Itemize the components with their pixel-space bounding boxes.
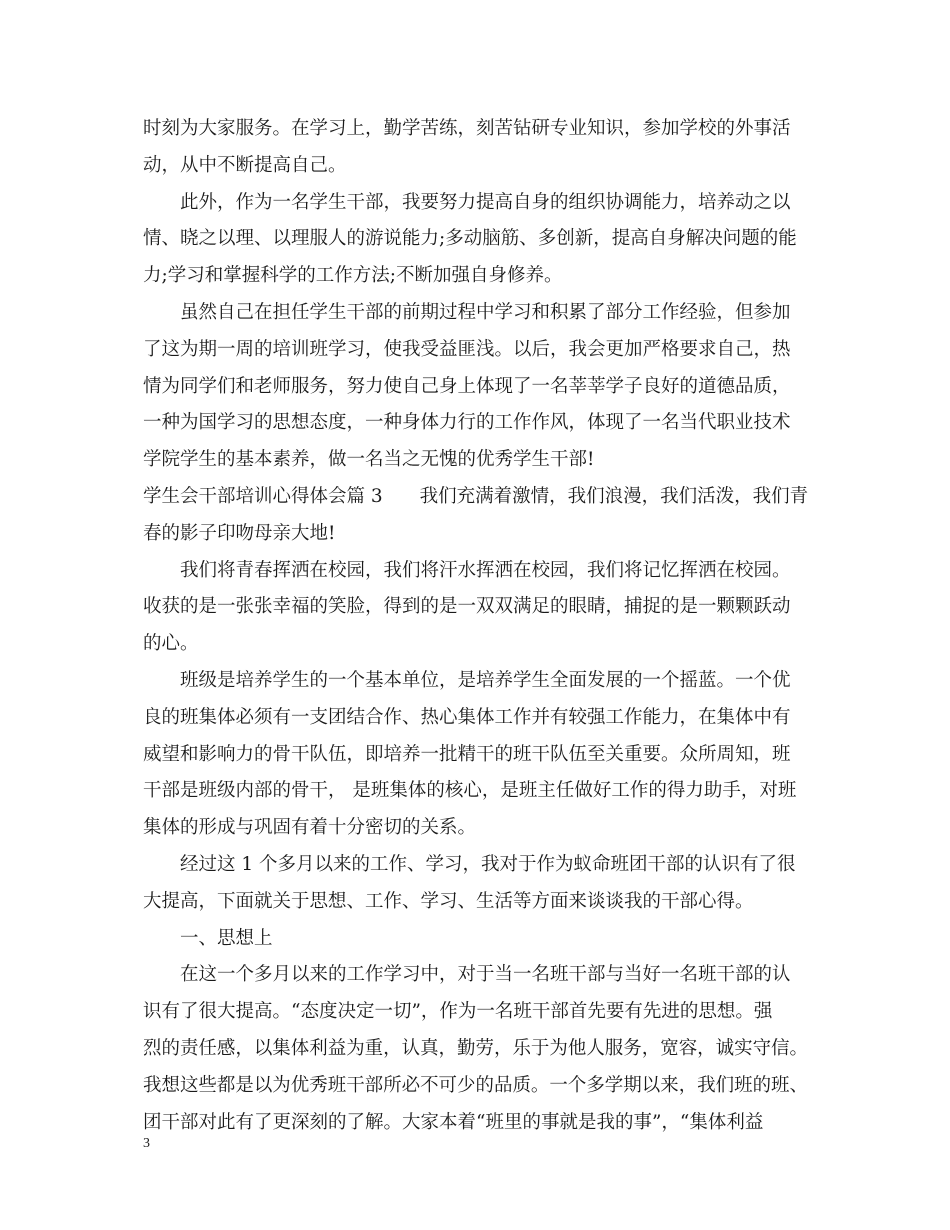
text-line: 干部是班级内部的骨干， 是班集体的核心，是班主任做好工作的得力助手，对班 — [143, 780, 797, 802]
paragraph-start-line: 班级是培养学生的一个基本单位，是培养学生全面发展的一个摇蓝。一个优 — [180, 669, 791, 691]
text-line: 时刻为大家服务。在学习上，勤学苦练，刻苦钻研专业知识，参加学校的外事活 — [143, 118, 791, 139]
paragraph-start-line: 经过这 1 个多月以来的工作、学习，我对于作为蚁命班团干部的认识有了很 — [180, 853, 796, 875]
text-line: 情、晓之以理、以理服人的游说能力;多动脑筋、多创新，提高自身解决问题的能 — [143, 228, 797, 250]
text-line: 集体的形成与巩固有着十分密切的关系。 — [143, 817, 477, 839]
text-line: 力;学习和掌握科学的工作方法;不断加强自身修养。 — [143, 265, 563, 287]
text-line: 识有了很大提高。“态度决定一切”，作为一名班干部首先要有先进的思想。强 — [143, 1001, 773, 1023]
text-line: 我想这些都是以为优秀班干部所必不可少的品质。一个多学期以来，我们班的班、 — [143, 1074, 809, 1096]
paragraph-start-line: 我们将青春挥洒在校园，我们将汗水挥洒在校园，我们将记忆挥洒在校园。 — [180, 559, 791, 581]
paragraph-start-line: 在这一个多月以来的工作学习中，对于当一名班干部与当好一名班干部的认 — [180, 964, 791, 986]
paragraph-start-line: 此外，作为一名学生干部，我要努力提高自身的组织协调能力，培养动之以 — [180, 191, 791, 213]
paragraph-start-line: 虽然自己在担任学生干部的前期过程中学习和积累了部分工作经验，但参加 — [180, 301, 791, 323]
text-line: 的心。 — [143, 633, 199, 655]
page-number: 3 — [143, 1136, 150, 1151]
text-line: 春的影子印吻母亲大地! — [143, 522, 336, 544]
text-line: 动，从中不断提高自己。 — [143, 154, 347, 176]
text-line: 收获的是一张张幸福的笑脸，得到的是一双双满足的眼睛，捕捉的是一颗颗跃动 — [143, 596, 791, 618]
text-line: 情为同学们和老师服务，努力使自己身上体现了一名莘莘学子良好的道德品质， — [143, 375, 791, 397]
text-line: 威望和影响力的骨干队伍，即培养一批精干的班干队伍至关重要。众所周知，班 — [143, 743, 791, 765]
text-line: 团干部对此有了更深刻的了解。大家本着“班里的事就是我的事”，“集体利益 — [143, 1111, 764, 1133]
text-line: 了这为期一周的培训班学习，使我受益匪浅。以后，我会更加严格要求自己，热 — [143, 338, 791, 360]
body-text — [143, 111, 808, 1141]
text-line: 一种为国学习的思想态度，一种身体力行的工作作风，体现了一名当代职业技术 — [143, 412, 791, 434]
section-heading-line: 学生会干部培训心得体会篇 3 我们充满着激情，我们浪漫，我们活泼，我们青 — [143, 485, 809, 507]
text-line: 烈的责任感，以集体利益为重，认真，勤劳，乐于为他人服务，宽容，诚实守信。 — [143, 1037, 809, 1059]
text-line: 学院学生的基本素养，做一名当之无愧的优秀学生干部! — [143, 449, 595, 471]
subheading-line: 一、思想上 — [180, 927, 273, 949]
text-line: 大提高，下面就关于思想、工作、学习、生活等方面来谈谈我的干部心得。 — [143, 890, 754, 912]
text-line: 良的班集体必须有一支团结合作、热心集体工作并有较强工作能力，在集体中有 — [143, 706, 791, 728]
